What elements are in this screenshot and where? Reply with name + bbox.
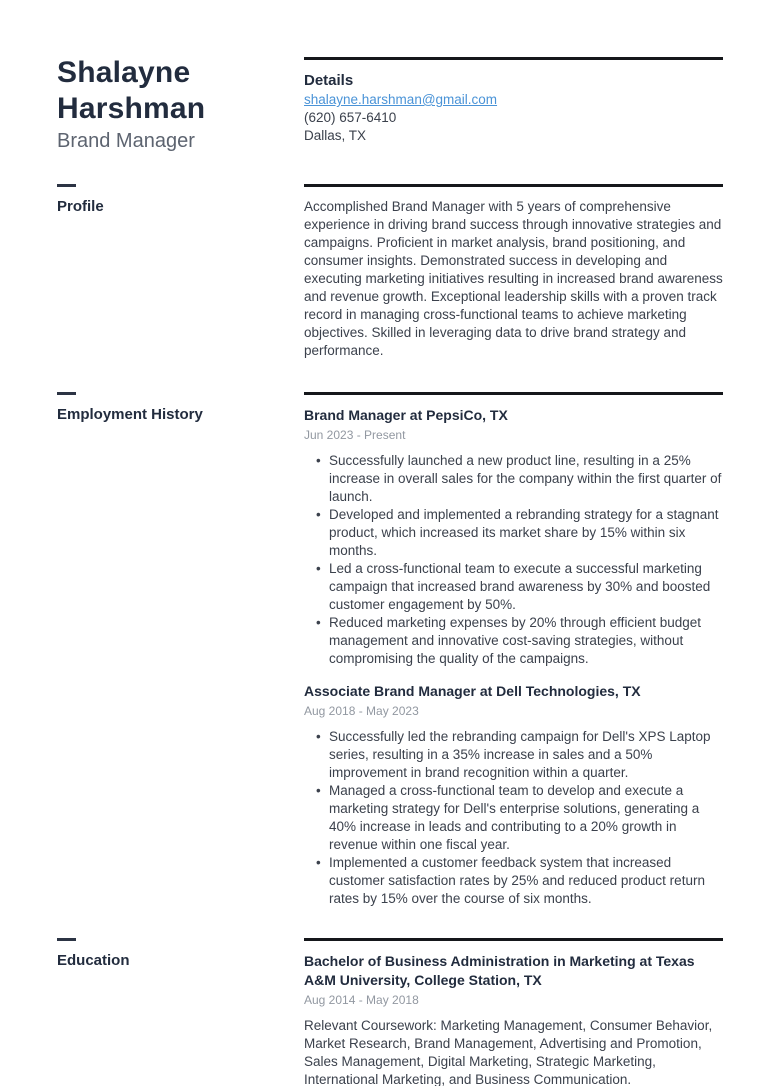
degree-dates: Aug 2014 - May 2018 (304, 993, 419, 1007)
job-entry (304, 682, 723, 908)
job-bullet-list (304, 452, 723, 668)
profile-label-block (57, 184, 304, 217)
job-bullet: • Successfully launched a new product line, resulting in a 25% increase in overall sales for the company within the first quarter of launch. (304, 452, 723, 506)
profile-content (304, 184, 723, 360)
email-link[interactable]: shalayne.harshman@gmail.com (304, 92, 498, 107)
job-dates: Jun 2023 - Present (304, 428, 406, 442)
employment-label: Employment History (57, 406, 203, 423)
degree-title: Bachelor of Business Administration in Marketing at Texas A&M University, College Station, TX (304, 953, 695, 988)
section-divider-rule (304, 184, 723, 187)
employment-content (304, 392, 723, 908)
job-title: Associate Brand Manager at Dell Technologies, TX (304, 683, 641, 699)
job-bullet: • Implemented a customer feedback system that increased customer satisfaction rates by 25% and reduced product return rates by 15% over the course of six months. (304, 854, 723, 908)
employment-section (57, 392, 723, 908)
section-divider-rule (304, 392, 723, 395)
job-bullet-list (304, 728, 723, 908)
job-title: Brand Manager at PepsiCo, TX (304, 407, 508, 423)
job-bullet: • Reduced marketing expenses by 20% through efficient budget management and innovative cost-saving strategies, without compromising the quality of the campaigns. (304, 614, 723, 668)
job-entry (304, 406, 723, 668)
candidate-job-title: Brand Manager (57, 130, 195, 152)
phone-number: (620) 657-6410 (304, 110, 397, 125)
details-block (304, 57, 723, 145)
job-bullet: • Successfully led the rebranding campaign for Dell's XPS Laptop series, resulting in a 35% increase in sales and a 50% improvement in brand recognition within a quarter. (304, 728, 723, 782)
candidate-name: Shalayne Harshman (57, 56, 206, 125)
details-heading: Details (304, 72, 354, 89)
job-bullet: • Led a cross-functional team to execute a successful marketing campaign that increased brand awareness by 30% and boosted customer engagement by 50%. (304, 560, 723, 614)
header-row (57, 57, 723, 154)
profile-section (57, 184, 723, 360)
section-divider-rule (304, 938, 723, 941)
identity-block (57, 57, 304, 154)
education-section (57, 938, 723, 1086)
education-label: Education (57, 952, 130, 969)
employment-label-block (57, 392, 304, 425)
section-dash (57, 184, 76, 187)
location-text: Dallas, TX (304, 128, 367, 143)
education-label-block (57, 938, 304, 971)
education-content (304, 938, 723, 1086)
section-dash (57, 938, 76, 941)
job-bullet: • Managed a cross-functional team to develop and execute a marketing strategy for Dell's enterprise solutions, generating a 40% increase in leads and contributing to a 20% growth in revenue within one fiscal year. (304, 782, 723, 854)
job-bullet: • Developed and implemented a rebranding strategy for a stagnant product, which increased its market share by 15% within six months. (304, 506, 723, 560)
profile-label: Profile (57, 198, 104, 215)
job-dates: Aug 2018 - May 2023 (304, 704, 419, 718)
coursework-text: Relevant Coursework: Marketing Management, Consumer Behavior, Market Research, Brand Management, Advertising and Promotion, Sales Management, Digital Marketing, Strategic Marketing, International Marketing, and Business Communication. (304, 1018, 713, 1086)
section-divider-rule (304, 57, 723, 60)
profile-text: Accomplished Brand Manager with 5 years of comprehensive experience in driving brand success through innovative strategies and campaigns. Proficient in market analysis, brand positioning, and consumer insights. Demonstrated success in developing and executing marketing initiatives resulting in increased brand awareness and revenue growth. Exceptional leadership skills with a proven track record in managing cross-functional teams to achieve marketing objectives. Skilled in leveraging data to drive brand strategy and performance. (304, 199, 723, 358)
section-dash (57, 392, 76, 395)
